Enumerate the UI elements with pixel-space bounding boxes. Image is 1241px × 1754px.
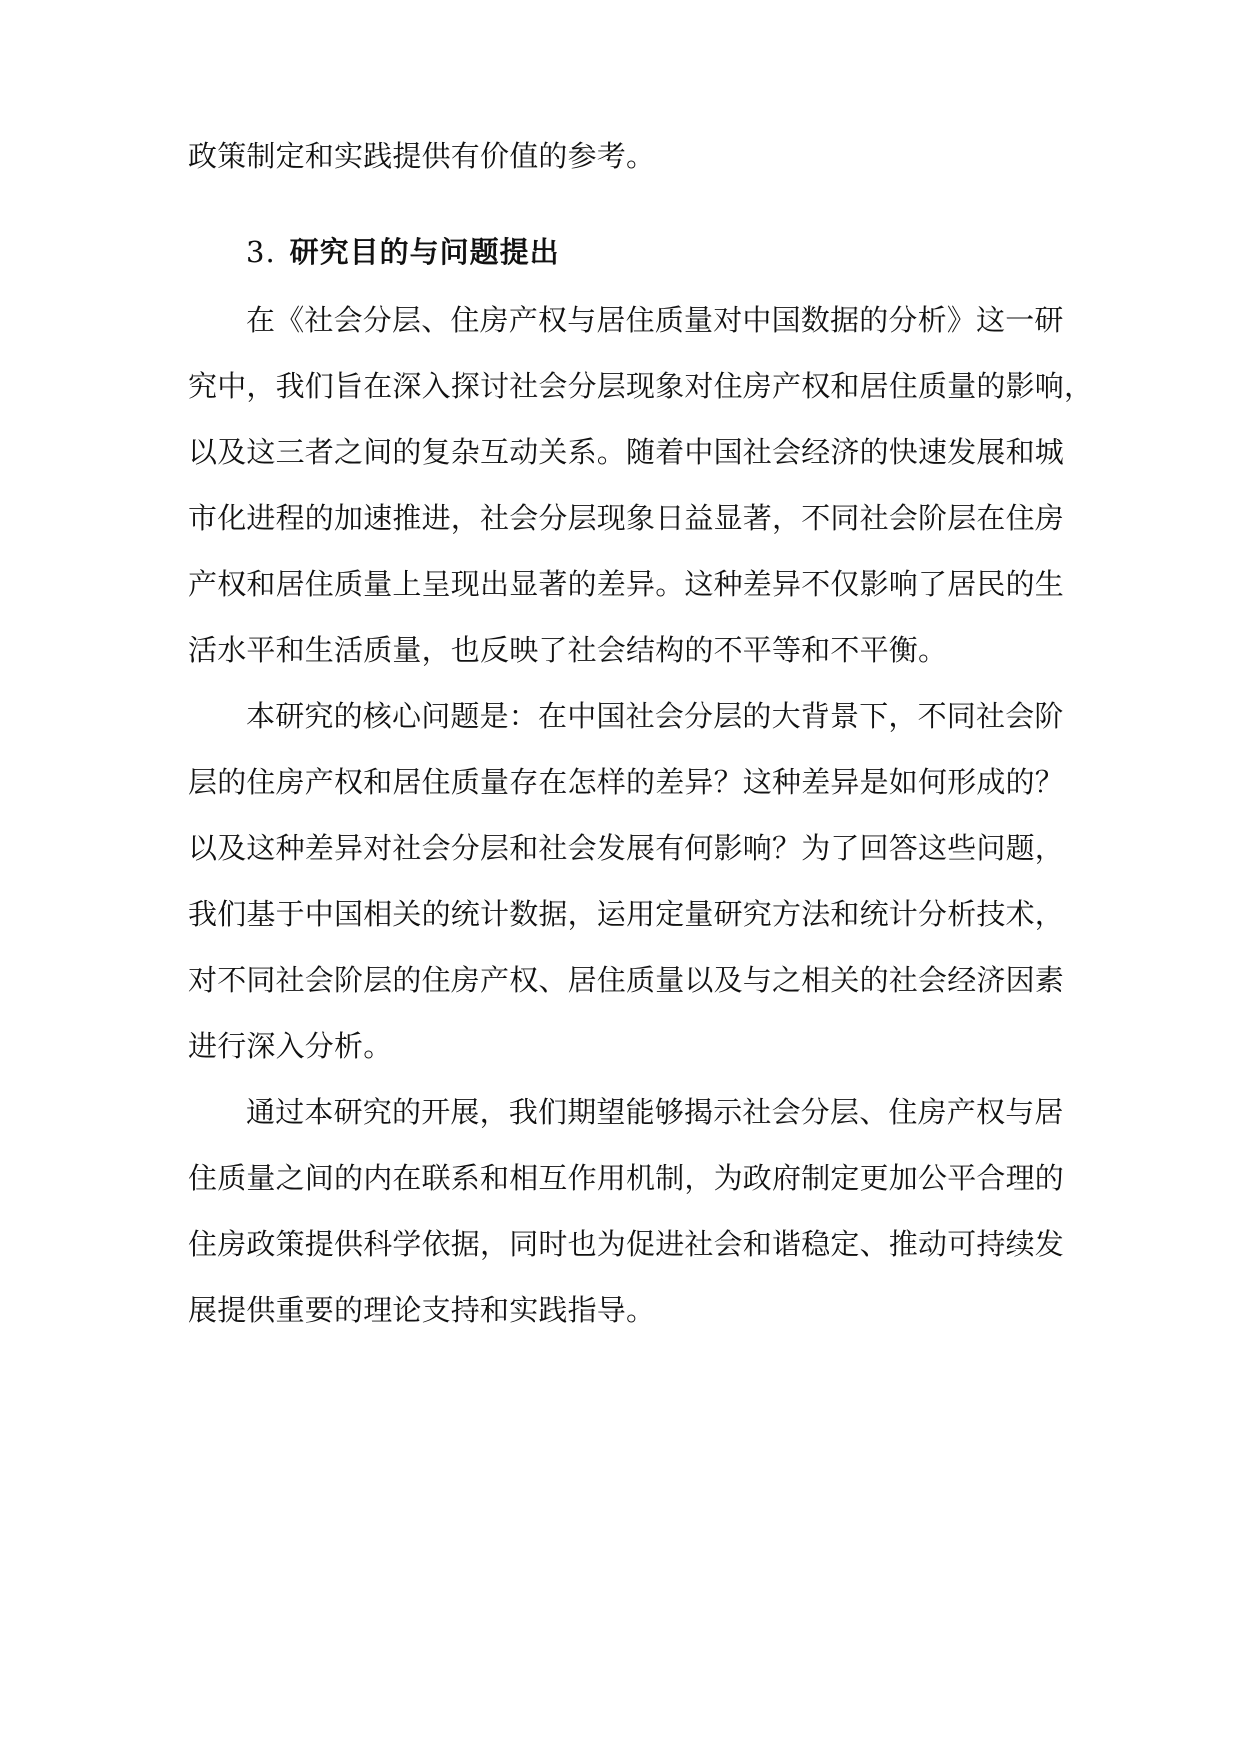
paragraph-2 bbox=[188, 696, 1065, 1066]
section-heading bbox=[188, 232, 1054, 272]
paragraph-1-line: 究中，我们旨在深入探讨社会分层现象对住房产权和居住质量的影响， bbox=[188, 369, 1094, 403]
paragraph-1-line: 市化进程的加速推进，社会分层现象日益显著，不同社会阶层在住房 bbox=[188, 501, 1065, 535]
paragraph-1-line: 产权和居住质量上呈现出显著的差异。这种差异不仅影响了居民的生 bbox=[188, 567, 1065, 601]
paragraph-3-line: 住房政策提供科学依据，同时也为促进社会和谐稳定、推动可持续发 bbox=[188, 1227, 1065, 1261]
paragraph-2-line: 层的住房产权和居住质量存在怎样的差异？这种差异是如何形成的？ bbox=[188, 765, 1065, 799]
section-title: 研究目的与问题提出 bbox=[289, 235, 560, 269]
paragraph-3 bbox=[188, 1092, 1065, 1330]
paragraph-1 bbox=[188, 300, 1094, 670]
paragraph-2-line: 进行深入分析。 bbox=[188, 1029, 393, 1063]
paragraph-2-line: 以及这种差异对社会分层和社会发展有何影响？为了回答这些问题， bbox=[188, 831, 1065, 865]
document-body bbox=[188, 136, 1094, 1330]
paragraph-2-line: 我们基于中国相关的统计数据，运用定量研究方法和统计分析技术， bbox=[188, 897, 1065, 931]
paragraph-3-line: 通过本研究的开展，我们期望能够揭示社会分层、住房产权与居 bbox=[246, 1095, 1064, 1129]
paragraph-2-line: 对不同社会阶层的住房产权、居住质量以及与之相关的社会经济因素 bbox=[188, 963, 1065, 997]
paragraph-3-line: 展提供重要的理论支持和实践指导。 bbox=[188, 1293, 656, 1327]
section-number: 3. bbox=[246, 235, 276, 269]
paragraph-1-line: 在《社会分层、住房产权与居住质量对中国数据的分析》这一研 bbox=[246, 303, 1064, 337]
paragraph-1-line: 活水平和生活质量，也反映了社会结构的不平等和不平衡。 bbox=[188, 633, 948, 667]
paragraph-3-line: 住质量之间的内在联系和相互作用机制，为政府制定更加公平合理的 bbox=[188, 1161, 1065, 1195]
paragraph-1-line: 以及这三者之间的复杂互动关系。随着中国社会经济的快速发展和城 bbox=[188, 435, 1065, 469]
paragraph-2-line: 本研究的核心问题是：在中国社会分层的大背景下，不同社会阶 bbox=[246, 699, 1064, 733]
intro-tail-line: 政策制定和实践提供有价值的参考。 bbox=[188, 139, 656, 173]
